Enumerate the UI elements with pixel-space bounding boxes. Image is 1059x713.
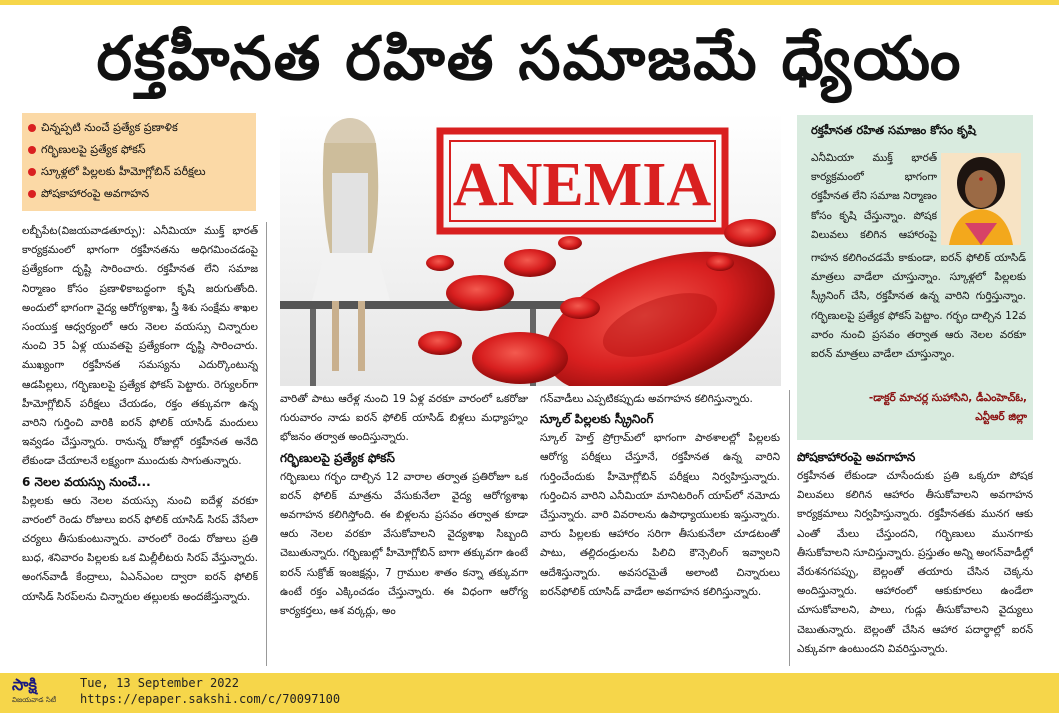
doctor-portrait	[941, 153, 1021, 245]
column-divider	[266, 222, 267, 666]
article-column-4	[797, 447, 1033, 666]
bullet-dot-icon	[28, 146, 36, 154]
article-column-2	[280, 390, 528, 666]
highlights-box	[22, 113, 256, 211]
top-color-strip	[0, 0, 1059, 5]
sidebar-title: రక్తహీనత రహిత సమాజం కోసం కృషి	[811, 123, 976, 137]
column-3-paragraph-1: గన్‌వాడీలు ఎప్పటికప్పుడు అవగాహన కలిగిస్తున్నారు.	[540, 393, 753, 405]
column-3-paragraph-2: స్కూల్ హెల్త్ ప్రోగ్రామ్‌లో భాగంగా పాఠశాలల్లో పిల్లలకు ఆరోగ్య పరీక్షలు చేస్తూనే, రక్తహీనత ఉన్న వారిని గుర్తించేందుకు హీమోగ్లోబిన్ పరీక్షలు నిర్వహిస్తున్నారు. గుర్తించిన వారిని ఎనీమియా మానిటరింగ్ యాప్‌లో నమోదు చేస్తున్నారు. వారి వివరాలను ఉపాధ్యాయులకు ఇస్తున్నారు. వారు పిల్లలకు ఆహారం సరిగా తీసుకునేలా చూడటంతో పాటు, తల్లిదండ్రులను పిలిచి కౌన్సెలింగ్ ఇవ్వాలని ఆదేశిస్తున్నారు. అవసరమైతే అలాంటి చిన్నారులు ఐరన్‌ఫోలిక్ యాసిడ్ వాడేలా అవగాహన కలిగిస్తున్నారు.	[540, 432, 780, 598]
anemia-photo	[280, 113, 781, 386]
subheading-school-screening: స్కూల్ పిల్లలకు స్క్రీనింగ్	[540, 412, 654, 427]
column-4-paragraph: రక్తహీనత లేకుండా చూసేందుకు ప్రతి ఒక్కరూ పోషక విలువలు కలిగిన ఆహారం తీసుకోవాలని అవగాహన కార్యక్రమాలు నిర్వహిస్తున్నారు. రక్తహీనతకు మునగ ఆకు ఎంతో మేలు చేస్తుందని, గర్భిణులు మునగాకు తీసుకోవాలని సూచిస్తున్నారు. ప్రస్తుతం అన్ని అంగన్‌వాడీల్లో వేరుశనగపప్పు, బెల్లంతో తయారు చేసిన చెక్కను అందిస్తున్నారు. ఆహారంలో ఆకుకూరలు ఉండేలా చూసుకోవాలని, పాలు, గుడ్లు తీసుకోవాలని వైద్యులు చెబుతున్నారు. బెల్లంతో చేసిన ఆహార పదార్థాల్లో ఐరన్ ఎక్కువగా ఉంటుందని వివరిస్తున్నారు.	[797, 470, 1033, 655]
anemia-stamp-text: ANEMIA	[452, 151, 712, 219]
source-url-link[interactable]: https://epaper.sakshi.com/c/70097100	[80, 692, 341, 706]
column-1-paragraph-2: పిల్లలకు ఆరు నెలల వయస్సు నుంచి ఐదేళ్ల వరకూ వారంలో రెండు రోజులు ఐరన్ ఫోలిక్ యాసిడ్ సిరప్ వేసేలా చర్యలు తీసుకుంటున్నారు. వారంలో రెండు రోజులు ప్రతి బుధ, శనివారం పిల్లలకు ఒక మిల్లీలీటరు సిరప్ వేస్తున్నారు. అంగన్‌వాడీ కేంద్రాలు, ఏఎన్ఎంల ద్వారా ఐరన్ ఫోలిక్ యాసిడ్ సిరప్‌లను చిన్నారుల తల్లులకు అందజేస్తున్నారు.	[22, 494, 258, 603]
epaper-footer	[0, 673, 1059, 713]
highlight-item: పోషకాహారంపై అవగాహన	[28, 183, 250, 205]
portrait-image	[941, 153, 1021, 245]
highlight-item: స్కూళ్లలో పిల్లలకు హీమోగ్లోబిన్ పరీక్షలు	[28, 161, 250, 183]
subheading-nutrition: పోషకాహారంపై అవగాహన	[797, 450, 916, 464]
sidebar-text-top: ఎనీమియా ముక్త్ భారత్ కార్యక్రమంలో భాగంగా రక్తహీనత లేని సమాజ నిర్మాణం కోసం కృషి చేస్తున్నాం. పోషక విలువలు కలిగిన ఆహారంపై	[811, 152, 937, 241]
bullet-dot-icon	[28, 124, 36, 132]
bullet-dot-icon	[28, 168, 36, 176]
column-2-paragraph-2: గర్భిణులు గర్భం దాల్చిన 12 వారాల తర్వాత ప్రతిరోజూ ఒక ఐరన్ ఫోలిక్ మాత్రను వేసుకునేలా వైద్య ఆరోగ్యశాఖ అవగాహన కలిగిస్తోంది. ఈ బిళ్లలను ప్రసవం తర్వాత కూడా ఆరు నెలల వరకూ వేసుకోవాలని వైద్యశాఖ సిబ్బంది చెబుతున్నారు. గర్భిణుల్లో హీమోగ్లోబిన్ బాగా తక్కువగా ఉంటే ఐరన్ సుక్రోజ్ ఇంజక్షన్లు, 7 గ్రాముల శాతం కన్నా తక్కువగా ఉంటే రక్తం ఎక్కించడం చేస్తున్నారు. ఈ విధంగా ఆరోగ్య కార్యకర్తలు, ఆశ వర్కర్లు, అం	[280, 470, 528, 618]
subheading-pregnant-focus: గర్భిణులపై ప్రత్యేక ఫోకస్	[280, 450, 395, 465]
column-2-paragraph-1: వారితో పాటు ఆరేళ్ల నుంచి 19 ఏళ్ల వరకూ వారంలో ఒకరోజు గురువారం నాడు ఐరన్ ఫోలిక్ యాసిడ్ బిళ్లలు మధ్యాహ్నం భోజనం తర్వాత అందిస్తున్నారు.	[280, 393, 528, 444]
subheading-six-months: 6 నెలల వయస్సు నుంచే...	[22, 474, 151, 489]
logo-text: సాక్షి	[12, 675, 37, 694]
article-headline: రక్తహీనత రహిత సమాజమే ధ్యేయం	[96, 24, 963, 94]
sakshi-logo[interactable]	[12, 676, 70, 710]
bullet-dot-icon	[28, 190, 36, 198]
article-column-1	[22, 222, 258, 666]
column-1-paragraph-1: లబ్బీపేట(విజయవాడతూర్పు): ఎనీమియా ముక్త్ భారత్ కార్యక్రమంలో భాగంగా రక్తహీనతను అధిగమించడంపై ప్రత్యేకంగా దృష్టి సారించారు. రక్తహీనత లేని సమాజ నిర్మాణం కోసం ప్రణాళికాబద్ధంగా కృషి జరుగుతోంది. అందులో భాగంగా వైద్య ఆరోగ్యశాఖ, స్త్రీ శిశు సంక్షేమ శాఖల సంయుక్త ఆధ్వర్యంలో ఆరు నెలల వయస్సు చిన్నారుల నుంచి 35 ఏళ్ల యువతపై ప్రత్యేకంగా దృష్టి సారించారు. ముఖ్యంగా రక్తహీనత సమస్యను ఎదుర్కొంటున్న ఆడపిల్లలు, గర్భిణులపై ప్రత్యేక ఫోకస్ పెట్టారు. రెగ్యులర్‌గా హీమోగ్లోబిన్ పరీక్షలు చేయడం, రక్తం తక్కువగా ఉన్న వారిని గుర్తించి వారికి ఐరన్ ఫోలిక్ యాసిడ్ మందులు ఇవ్వడం చేస్తున్నారు. రానున్న రోజుల్లో రక్తహీనత అనేది లేకుండా చేయాలనే లక్ష్యంగా ముందుకు సాగుతున్నారు.	[22, 225, 258, 468]
anemia-illustration	[280, 113, 781, 386]
sidebar-signature: -డాక్టర్ మాచర్ల సుహాసిని, డీఎంహెచ్ఓ, ఎన్టీఆర్ జిల్లా	[868, 392, 1027, 424]
logo-subtext: విజయవాడ సిటీ	[12, 696, 57, 704]
article-column-3	[540, 390, 780, 666]
sidebar-text-bottom: గాహన కలిగించడమే కాకుండా, ఐరన్ ఫోలిక్ యాసిడ్ మాత్రలు వాడేలా చూస్తున్నాం. స్కూళ్లలో పిల్లలకు స్క్రీనింగ్ చేసి, రక్తహీనత ఉన్న వారిని గుర్తిస్తున్నాం. గర్భిణులపై ప్రత్యేక ఫోకస్ పెట్టాం. గర్భం దాల్చిన 12వ వారం నుంచి ప్రసవం తర్వాత ఆరు నెలల వరకూ ఐరన్ మాత్రలు వాడేలా చూస్తున్నాం.	[811, 252, 1026, 361]
highlight-item: చిన్నప్పటి నుంచే ప్రత్యేక ప్రణాళిక	[28, 117, 250, 139]
highlight-item: గర్భిణులపై ప్రత్యేక ఫోకస్	[28, 139, 250, 161]
edition-date: Tue, 13 September 2022	[80, 676, 239, 690]
column-divider	[789, 390, 790, 666]
